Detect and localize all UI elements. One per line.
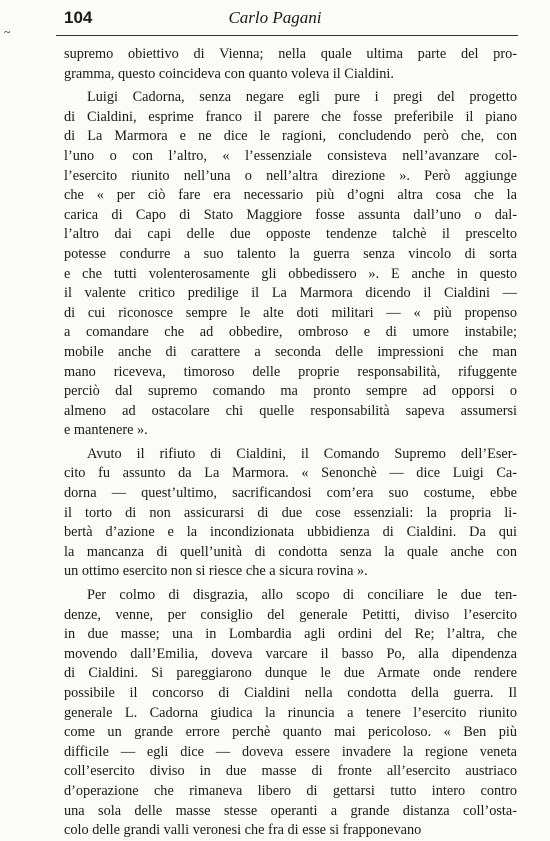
text-line: carica di Capo di Stato Maggiore fosse assunta dall’uno o dal- xyxy=(64,206,517,223)
text-line: la mancanza di quell’unità di condotta senza la quale anche con xyxy=(64,543,517,560)
body-text xyxy=(64,45,517,841)
text-line: denze, venne, per consiglio del generale Petitti, diviso l’esercito xyxy=(64,606,517,623)
text-line: almeno ad ostacolare chi quelle responsabilità sapeva assumersi xyxy=(64,402,517,419)
text-line: di Cialdini, esprime franco il parere che fosse preferibile il piano xyxy=(64,108,517,125)
paragraph xyxy=(64,88,517,441)
text-line: gramma, questo coincideva con quanto voleva il Cialdini. xyxy=(64,65,394,82)
text-line: l’esercito riunito nell’una o nell’altra direzione ». Però aggiunge xyxy=(64,167,517,184)
text-line: mobile anche di carattere a seconda delle impressioni che man xyxy=(64,343,517,360)
text-line: generale L. Cadorna giudica la rinuncia a tenere l’esercito riunito xyxy=(64,704,517,721)
text-line: di La Marmora e ne dice le ragioni, concludendo però che, con xyxy=(64,128,517,145)
text-line: dorna — quest’ultimo, sacrificandosi com’era suo costume, ebbe xyxy=(64,485,517,502)
text-line: Per colmo di disgrazia, allo scopo di conciliare le due ten- xyxy=(87,587,517,604)
text-line: colo delle grandi valli veronesi che fra di esse si frapponevano xyxy=(64,822,422,839)
margin-mark: ~ xyxy=(4,25,11,39)
paragraph xyxy=(64,445,517,582)
text-line: e mantenere ». xyxy=(64,422,148,439)
text-line: Luigi Cadorna, senza negare egli pure i pregi del progetto xyxy=(87,89,517,106)
paragraph xyxy=(64,45,517,84)
text-line: supremo obiettivo di Vienna; nella quale ultima parte del pro- xyxy=(64,46,517,62)
text-line: il valente critico predilige il La Marmora dicendo il Cialdini — xyxy=(64,285,517,302)
text-line: l’uno o con l’altro, « l’essenziale consisteva nell’avanzare col- xyxy=(64,147,517,164)
text-line: Avuto il rifiuto di Cialdini, il Comando Supremo dell’Eser- xyxy=(87,445,517,462)
text-line: e che tutti volenterosamente gli obbedissero ». E anche in questo xyxy=(64,265,517,282)
text-line: di Cialdini. Si pareggiarono dunque le due Armate onde rendere xyxy=(64,665,517,682)
text-line: come un grande errore perchè quanto mai pericoloso. « Ben più xyxy=(64,724,517,741)
text-line: coll’esercito diviso in due masse di fronte all’esercito austriaco xyxy=(64,763,517,780)
text-line: a comandare che ad obbedire, ombroso e di umore instabile; xyxy=(64,324,517,341)
text-line: bertà d’azione e la incondizionata ubbidienza di Cialdini. Da qui xyxy=(64,524,517,541)
page-number: 104 xyxy=(64,8,93,27)
text-line: possibile il concorso di Cialdini nella condotta della guerra. Il xyxy=(64,685,517,701)
text-line: potesse condurre a suo talento la guerra senza vincolo di sorta xyxy=(64,245,517,262)
text-line: una sola delle masse stesse operanti a grande distanza coll’osta- xyxy=(64,802,517,819)
text-line: l’altro dai capi delle due opposte tendenze talchè il prescelto xyxy=(64,226,517,243)
text-line: d’operazione che rimaneva libero di gettarsi tutto intero contro xyxy=(64,782,517,799)
running-title: Carlo Pagani xyxy=(228,8,322,27)
text-line: il torto di non assicurarsi di due cose essenziali: la propria li- xyxy=(64,504,517,521)
paragraph xyxy=(64,586,517,841)
header-rule xyxy=(56,35,518,36)
text-line: cito fu assunto da La Marmora. « Senonchè — dice Luigi Ca- xyxy=(64,465,517,482)
text-line: che « per ciò fare era necessario più d’ogni altra cosa che la xyxy=(64,187,517,204)
text-line: un ottimo esercito non si riesce che a sicura rovina ». xyxy=(64,563,368,580)
text-line: in due masse; una in Lombardia agli ordini del Re; l’altra, che xyxy=(64,626,517,643)
text-line: mano riceveva, timoroso delle proprie responsabilità, rifuggente xyxy=(64,363,517,380)
text-line: perciò dal supremo comando ma pronto sempre ad opporsi o xyxy=(64,383,517,400)
text-line: difficile — egli dice — doveva essere invadere la regione veneta xyxy=(64,743,517,760)
text-line: di cui riconosce sempre le alte doti militari — « più propenso xyxy=(64,304,517,321)
text-line: movendo dall’Emilia, doveva varcare il basso Po, alla dipendenza xyxy=(64,645,517,662)
